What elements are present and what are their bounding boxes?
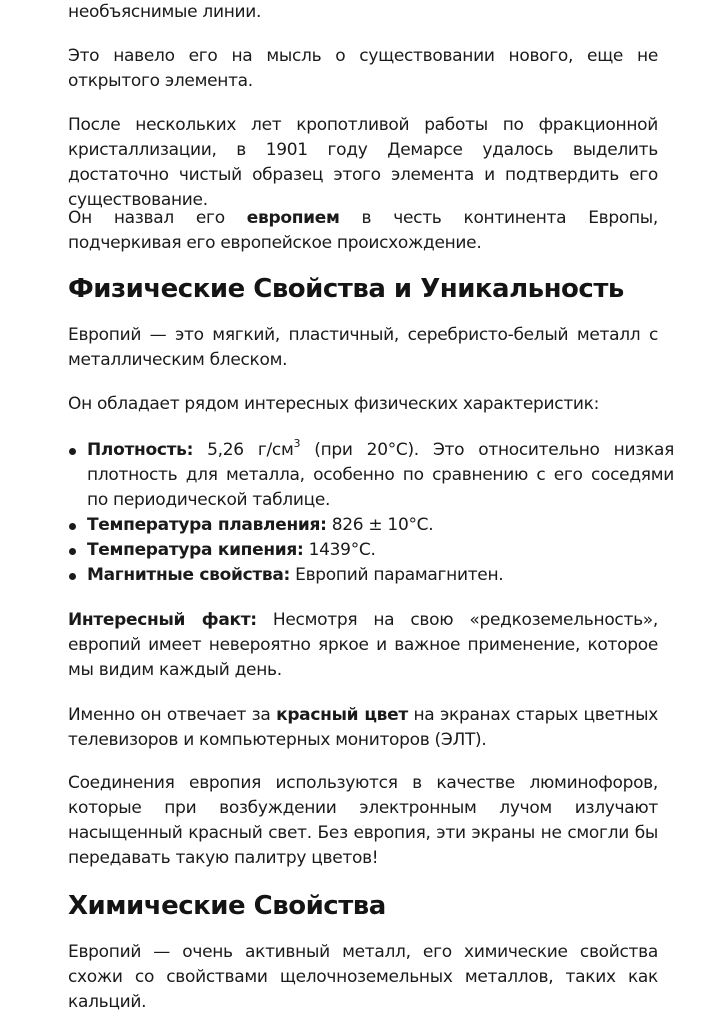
paragraph-chemical: Европий — очень активный металл, его химические свойства схожи со свойствами щелочноземельных металлов, таких как кальций. [68, 942, 658, 1012]
paragraph-new-element: Это навело его на мысль о существовании нового, еще не открытого элемента. [68, 46, 658, 91]
europium-term: европием [246, 208, 340, 228]
list-item-melting-point: Температура плавления: 826 ± 10°C. [68, 513, 674, 538]
paragraph-phosphors: Соединения европия используются в качестве люминофоров, которые при возбуждении электронным лучом излучают насыщенный красный свет. Без европия, эти экраны не смогли бы передавать такую палитру цветов! [68, 773, 658, 868]
bullet-icon [69, 548, 76, 555]
bullet-icon [69, 448, 76, 455]
bullet-icon [69, 523, 76, 530]
red-color-term: красный цвет [276, 705, 408, 725]
paragraph-naming: Он назвал его европием в честь континента Европы, подчеркивая его европейское происхождение. [68, 208, 658, 253]
paragraph-crystallization: После нескольких лет кропотливой работы по фракционной кристаллизации, в 1901 году Демарсе удалось выделить достаточно чистый образец этого элемента и подтвердить его существование. [68, 115, 658, 210]
paragraph-interesting-fact: Интересный факт: Несмотря на свою «редкоземельность», европий имеет невероятно яркое и важное применение, которое мы видим каждый день. [68, 610, 658, 680]
list-item-magnetic: Магнитные свойства: Европий парамагнитен. [68, 563, 674, 588]
heading-chemical-properties: Химические Свойства [68, 891, 386, 921]
paragraph-characteristics-intro: Он обладает рядом интересных физических характеристик: [68, 394, 600, 414]
physical-properties-list [68, 438, 674, 588]
heading-physical-properties: Физические Свойства и Уникальность [68, 274, 624, 304]
list-item-boiling-point: Температура кипения: 1439°C. [68, 538, 674, 563]
paragraph-fragment: необъяснимые линии. [68, 2, 262, 22]
paragraph-red-color: Именно он отвечает за красный цвет на экранах старых цветных телевизоров и компьютерных мониторов (ЭЛТ). [68, 705, 658, 750]
list-item-density: Плотность: 5,26 $г/см^3$ (при 20°C). Это относительно низкая плотность для металла, особенно по сравнению с его соседями по периодической таблице. [68, 438, 674, 513]
bullet-icon [69, 573, 76, 580]
paragraph-appearance: Европий — это мягкий, пластичный, серебристо-белый металл с металлическим блеском. [68, 325, 658, 370]
